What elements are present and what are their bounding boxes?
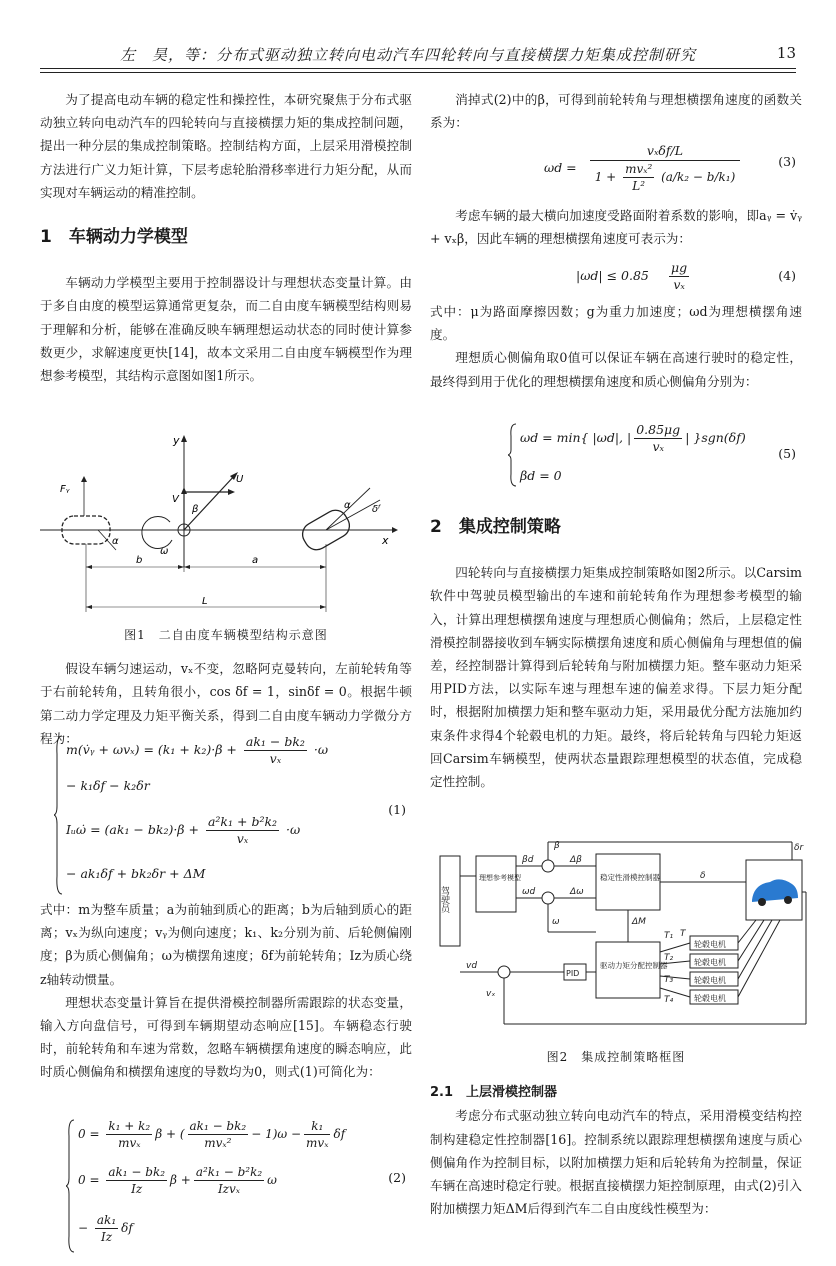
eq3-lhs: ωd = xyxy=(544,160,577,175)
intro-paragraph: 为了提高电动车辆的稳定性和操控性，本研究聚焦于分布式驱动独立转向电动汽车的四轮转向与直接横摆力矩的集成控制问题，提出一种分层的集成控制策略。控制结构方面，上层采用滑模控制方法进行广义力矩计算，下层考虑轮胎滑移率进行力矩分配，从而实现对车辆运动的精准控制。 xyxy=(40,92,412,200)
right-column xyxy=(430,88,802,134)
eq1-number: (1) xyxy=(388,802,406,817)
label-alpha-rear: α xyxy=(112,536,119,547)
eq5-num: 0.85μg xyxy=(636,422,681,437)
label-b: b xyxy=(136,555,143,566)
left-column-bottom xyxy=(40,898,412,1084)
equation-2 xyxy=(66,1118,412,1254)
eq3-num: vₓδf/L xyxy=(590,142,740,161)
label-vd: vd xyxy=(466,961,478,971)
paragraph: 式中：m为整车质量；a为前轴到质心的距离；b为后轴到质心的距离；vₓ为纵向速度；vᵧ为侧向速度；k₁、k₂分别为前、后轮侧偏刚度；β为质心侧偏角；ω为横摆角速度；δf为前轮转角；Iz为质心绕z轴转动惯量。 xyxy=(40,902,412,987)
label-T3: T₃ xyxy=(664,975,674,985)
label-beta-d: βd xyxy=(522,855,534,865)
label-beta: β xyxy=(554,841,560,851)
eq2-l1b: β + ( xyxy=(155,1127,185,1141)
paragraph: 消掉式(2)中的β，可得到前轮转角与理想横摆角速度的函数关系为： xyxy=(430,92,802,131)
eq1-frac2-num: a²k₁ + b²k₂ xyxy=(207,814,278,829)
eq5-number: (5) xyxy=(778,446,796,461)
label-T1: T₁ xyxy=(664,931,674,941)
eq1-frac-den: vₓ xyxy=(269,751,282,766)
figure-2-control-diagram xyxy=(436,836,808,1036)
eq1-line3b: ·ω xyxy=(286,822,301,837)
label-domega: Δω xyxy=(570,887,584,897)
header-title: 左 昊，等：分布式驱动独立转向电动汽车四轮转向与直接横摆力矩集成控制研究 xyxy=(120,46,697,64)
eq3-den2: (a/k₂ − b/k₁) xyxy=(661,170,736,184)
right-column-b xyxy=(430,204,802,250)
paragraph: 假设车辆匀速运动，vₓ不变，忽略阿克曼转向，左前轮转角等于右前轮转角，且转角很小，cos δf = 1，sinδf = 0。根据牛顿第二动力学定理及力矩平衡关系，得到二自由度车辆动力学微分方程为： xyxy=(40,661,412,746)
label-delta: δ xyxy=(700,871,706,881)
eq2-l3b: δf xyxy=(121,1221,133,1235)
eq2-n2: ak₁ − bk₂ xyxy=(189,1119,247,1133)
alloc-label: 驱动力矩分配控制器 xyxy=(600,961,668,970)
paragraph: 理想状态变量计算旨在提供滑模控制器所需跟踪的状态变量，输入方向盘信号，可得到车辆期望动态响应[15]。车辆稳态行驶时，前轮转角和车速为常数，忽略车辆横摆角速度的瞬态响应，此时质心侧偏角和横摆角速度的导数均为0，则式(1)可简化为： xyxy=(40,994,412,1080)
eq3-den-d: L² xyxy=(632,179,646,193)
label-omega: ω xyxy=(552,917,560,927)
motor-3-label: 轮毂电机 xyxy=(694,976,726,985)
eq1-frac2-den: vₓ xyxy=(236,831,249,846)
smc-label: 稳定性滑模控制器 xyxy=(600,873,660,882)
right-column-e xyxy=(430,1046,802,1220)
label-omega-d: ωd xyxy=(522,887,536,897)
eq2-d5: Izvₓ xyxy=(217,1182,241,1196)
label-delta-r: δr xyxy=(794,843,804,853)
paragraph: 考虑分布式驱动独立转向电动汽车的特点，采用滑模变结构控制构建稳定性控制器[16]。控制系统以跟踪理想横摆角速度与质心侧偏角作为控制目标，以附加横摆力矩和后轮转角为控制量，保证车辆在高速时稳定行驶。根据直接横摆力矩控制原理，由式(2)引入附加横摆力矩ΔM后得到汽车二自由度线性模型为： xyxy=(430,1108,802,1217)
left-column xyxy=(40,88,412,387)
section-1-title: 1 车辆动力学模型 xyxy=(40,227,188,248)
label-alpha-front: α xyxy=(344,500,351,511)
eq1-line2: − k₁δf − k₂δr xyxy=(66,778,150,793)
paragraph: 车辆动力学模型主要用于控制器设计与理想状态变量计算。由于多自由度的模型运算通常更复杂，而二自由度车辆模型结构则易于理解和分析，能够在准确反映车辆理想运动状态的同时使计算参数更少，求解速度更快[14]，故本文采用二自由度车辆模型作为理想参考模型，其结构示意图如图1所示。 xyxy=(40,275,412,384)
paragraph: 四轮转向与直接横摆力矩集成控制策略如图2所示。以Carsim软件中驾驶员模型输出的车速和前轮转角作为理想参考模型的输入，计算出理想横摆角速度与理想质心侧偏角；然后，上层稳定性滑模控制器接收到车辆实际横摆角速度和质心侧偏角与理想值的偏差，经控制器计算得到后轮转角与附加横摆力矩。整车驱动力矩采用PID方法，以实际车速与理想车速的偏差求得。下层力矩分配时，根据附加横摆力矩和整车驱动力矩，采用最优分配方法施加约束条件求得4个轮毂电机的力矩。最终，将后轮转角与四轮力矩返回Carsim车辆模型，使两状态量跟踪理想模型的状态值，完成稳定性控制。 xyxy=(430,565,802,790)
section-2-title: 2 集成控制策略 xyxy=(430,517,561,537)
eq1-frac-num: ak₁ − bk₂ xyxy=(245,734,305,749)
pid-label: PID xyxy=(566,969,580,978)
equation-4 xyxy=(430,260,802,296)
eq2-n1: k₁ + k₂ xyxy=(108,1119,151,1133)
header-rule-thin xyxy=(40,72,796,73)
eq1-line3a: Iᵤω̇ = (ak₁ − bk₂)·β + xyxy=(66,822,199,837)
eq3-number: (3) xyxy=(778,154,796,169)
right-column-d xyxy=(430,516,802,793)
label-T2: T₂ xyxy=(664,953,674,963)
figure-2-caption: 图2 集成控制策略框图 xyxy=(546,1050,686,1064)
eq2-l2a: 0 = xyxy=(78,1173,100,1187)
eq2-d6: Iz xyxy=(100,1230,113,1244)
x-axis-label: x xyxy=(382,534,389,547)
label-dM: ΔM xyxy=(632,917,646,927)
eq2-l2c: ω xyxy=(267,1173,277,1187)
eq1-line1b: ·ω xyxy=(313,742,329,757)
eq5-l1b: | }sgn(δf) xyxy=(685,430,746,445)
label-dbeta: Δβ xyxy=(570,855,582,865)
figure-1-vehicle-model xyxy=(40,432,412,622)
label-a: a xyxy=(252,555,259,566)
eq5-den: vₓ xyxy=(652,439,664,454)
eq4-den: vₓ xyxy=(673,277,685,292)
eq2-d4: Iz xyxy=(131,1182,143,1196)
equation-1 xyxy=(54,734,412,896)
eq4-num: μg xyxy=(671,260,688,275)
label-delta-f: δᶠ xyxy=(372,504,382,515)
label-L: L xyxy=(202,596,208,607)
eq4-number: (4) xyxy=(778,268,796,283)
left-column-lower xyxy=(40,624,412,750)
ref-model-label: 理想参考模型 xyxy=(479,874,521,882)
equation-5 xyxy=(508,420,802,492)
subsection-2-1-title: 2.1 上层滑模控制器 xyxy=(430,1085,558,1101)
eq2-n4: ak₁ − bk₂ xyxy=(108,1165,166,1179)
y-axis-label: y xyxy=(173,434,180,447)
eq5-l2: βd = 0 xyxy=(520,468,562,483)
label-beta: β xyxy=(192,504,199,515)
paragraph: 式中：μ为路面摩擦因数；g为重力加速度；ωd为理想横摆角速度。 xyxy=(430,304,802,343)
right-column-c xyxy=(430,300,802,393)
eq3-den1: 1 + xyxy=(594,170,617,184)
eq2-number: (2) xyxy=(388,1170,406,1185)
motor-1-label: 轮毂电机 xyxy=(694,940,726,949)
page-number: 13 xyxy=(776,44,796,62)
label-T: T xyxy=(680,929,686,939)
label-vx: vₓ xyxy=(486,989,496,999)
eq2-l1a: 0 = xyxy=(78,1127,100,1141)
eq3-den-n: mvₓ² xyxy=(625,162,653,176)
label-U: U xyxy=(236,474,244,485)
eq2-n6: ak₁ xyxy=(96,1213,117,1227)
motor-2-label: 轮毂电机 xyxy=(694,958,726,967)
label-Fy: Fᵧ xyxy=(60,484,70,495)
eq1-line1a: m(v̇ᵧ + ωvₓ) = (k₁ + k₂)·β + xyxy=(66,742,237,757)
header-rule xyxy=(40,68,796,69)
figure-1-caption: 图1 二自由度车辆模型结构示意图 xyxy=(124,628,328,642)
eq4-lhs: |ωd| ≤ 0.85 xyxy=(576,268,649,283)
eq2-l1c: − 1)ω − xyxy=(251,1127,302,1141)
eq2-l2b: β + xyxy=(170,1173,191,1187)
eq2-n5: a²k₁ − b²k₂ xyxy=(195,1165,263,1179)
eq2-l3a: − xyxy=(78,1221,89,1235)
label-V: V xyxy=(172,494,179,505)
label-omega: ω xyxy=(160,546,169,557)
eq2-d3: mvₓ xyxy=(306,1136,329,1150)
label-T4: T₄ xyxy=(664,995,674,1005)
eq2-l1d: δf xyxy=(333,1127,346,1141)
eq2-d1: mvₓ xyxy=(118,1136,141,1150)
eq1-line4: − ak₁δf + bk₂δr + ΔM xyxy=(66,866,206,881)
driver-label: 驾驶员 xyxy=(439,886,449,913)
equation-3 xyxy=(430,142,802,198)
running-header xyxy=(40,44,796,68)
motor-4-label: 轮毂电机 xyxy=(694,994,726,1003)
paragraph: 考虑车辆的最大横向加速度受路面附着系数的影响，即aᵧ = v̇ᵧ + vₓβ，因此车辆的理想横摆角速度可表示为： xyxy=(430,208,802,247)
paragraph: 理想质心侧偏角取0值可以保证车辆在高速行驶时的稳定性，最终得到用于优化的理想横摆角速度和质心侧偏角分别为： xyxy=(430,350,802,389)
eq5-l1a: ωd = min{ |ωd|, | xyxy=(520,430,632,445)
eq2-d2: mvₓ² xyxy=(204,1136,232,1150)
eq2-n3: k₁ xyxy=(304,1118,330,1135)
